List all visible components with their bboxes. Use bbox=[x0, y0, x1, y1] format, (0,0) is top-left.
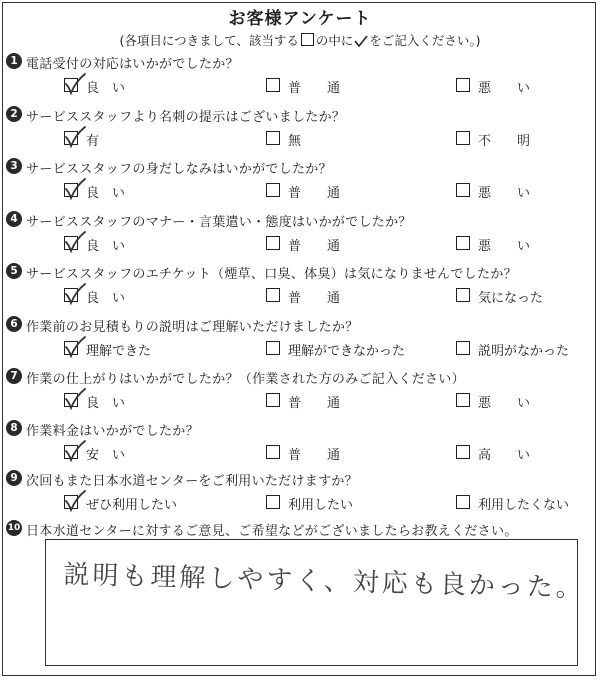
checkmark-icon bbox=[63, 126, 87, 148]
checkbox[interactable] bbox=[266, 131, 280, 145]
option-3[interactable] bbox=[456, 340, 586, 358]
option-label: 悪 い bbox=[478, 396, 531, 411]
option-3[interactable] bbox=[456, 494, 586, 512]
option-label: 気になった bbox=[478, 291, 544, 306]
checkbox[interactable] bbox=[456, 288, 470, 302]
checkbox[interactable] bbox=[64, 183, 78, 197]
option-1[interactable] bbox=[64, 130, 244, 148]
checkmark-icon bbox=[63, 231, 87, 253]
checkbox[interactable] bbox=[456, 236, 470, 250]
checkbox[interactable] bbox=[456, 183, 470, 197]
option-3[interactable] bbox=[456, 77, 586, 95]
checkbox[interactable] bbox=[64, 131, 78, 145]
checkbox[interactable] bbox=[266, 236, 280, 250]
option-label: 安 い bbox=[86, 448, 126, 463]
option-label: 悪 い bbox=[478, 186, 531, 201]
checkbox[interactable] bbox=[456, 495, 470, 509]
option-3[interactable] bbox=[456, 182, 586, 200]
checkbox[interactable] bbox=[64, 341, 78, 355]
question-number-badge: 6 bbox=[6, 316, 22, 332]
checkbox[interactable] bbox=[64, 236, 78, 250]
option-label: 理解ができなかった bbox=[288, 344, 406, 359]
option-1[interactable] bbox=[64, 340, 244, 358]
checkbox[interactable] bbox=[266, 495, 280, 509]
question-text: 作業の仕上がりはいかがでしたか？（作業された方のみご記入ください） bbox=[26, 372, 465, 387]
option-3[interactable] bbox=[456, 235, 586, 253]
checkmark-icon bbox=[63, 336, 87, 358]
question-text: 日本水道センターに対するご意見、ご希望などがございましたらお教えください。 bbox=[26, 524, 518, 539]
option-label: 良 い bbox=[86, 81, 126, 96]
question-number-badge: 1 bbox=[6, 53, 22, 69]
question-number-badge: 3 bbox=[6, 158, 22, 174]
checkbox[interactable] bbox=[266, 341, 280, 355]
checkbox[interactable] bbox=[64, 288, 78, 302]
option-label: 利用したくない bbox=[478, 498, 570, 513]
checkbox[interactable] bbox=[64, 445, 78, 459]
option-label: 不 明 bbox=[478, 134, 531, 149]
form-instructions bbox=[0, 31, 600, 49]
option-label: 利用したい bbox=[288, 498, 354, 513]
question-6 bbox=[0, 316, 600, 368]
checkmark-icon bbox=[63, 490, 87, 512]
option-2[interactable] bbox=[266, 130, 446, 148]
question-7 bbox=[0, 368, 600, 420]
handwritten-comment: 説明も理解しやすく、対応も良かった。 bbox=[63, 559, 586, 604]
instructions-part-1: (各項目につきまして、該当する bbox=[119, 33, 299, 48]
question-text: 電話受付の対応はいかがでしたか？ bbox=[26, 57, 239, 72]
question-text: サービススタッフのマナー・言葉遣い・態度はいかがでしたか？ bbox=[26, 215, 412, 230]
option-label: 普 通 bbox=[288, 186, 341, 201]
option-label: 説明がなかった bbox=[478, 344, 570, 359]
option-1[interactable] bbox=[64, 182, 244, 200]
option-3[interactable] bbox=[456, 392, 586, 410]
question-3 bbox=[0, 158, 600, 210]
option-label: 良 い bbox=[86, 291, 126, 306]
question-number-badge: 2 bbox=[6, 106, 22, 122]
checkbox[interactable] bbox=[64, 393, 78, 407]
form-title: お客様アンケート bbox=[228, 9, 372, 29]
option-label: 普 通 bbox=[288, 81, 341, 96]
checkbox[interactable] bbox=[456, 78, 470, 92]
checkbox[interactable] bbox=[266, 393, 280, 407]
question-5 bbox=[0, 263, 600, 315]
question-number-badge: 5 bbox=[6, 263, 22, 279]
question-8 bbox=[0, 420, 600, 472]
question-text: 次回もまた日本水道センターをご利用いただけますか？ bbox=[26, 474, 358, 489]
checkbox[interactable] bbox=[266, 183, 280, 197]
option-label: 無 bbox=[288, 134, 302, 149]
checkmark-icon bbox=[63, 283, 87, 305]
option-2[interactable] bbox=[266, 182, 446, 200]
question-number-badge: 4 bbox=[6, 211, 22, 227]
question-2 bbox=[0, 106, 600, 158]
checkbox[interactable] bbox=[456, 445, 470, 459]
question-text: サービススタッフより名刺の提示はございましたか？ bbox=[26, 110, 346, 125]
checkbox[interactable] bbox=[64, 78, 78, 92]
instructions-part-2: の中に bbox=[315, 33, 354, 48]
checkbox[interactable] bbox=[266, 288, 280, 302]
question-9 bbox=[0, 470, 600, 522]
option-label: 良 い bbox=[86, 396, 126, 411]
option-label: 悪 い bbox=[478, 239, 531, 254]
question-4 bbox=[0, 211, 600, 263]
option-2[interactable] bbox=[266, 287, 446, 305]
option-label: 有 bbox=[86, 134, 100, 149]
option-1[interactable] bbox=[64, 494, 244, 512]
checkbox[interactable] bbox=[266, 78, 280, 92]
option-label: 普 通 bbox=[288, 239, 341, 254]
option-label: 理解できた bbox=[86, 344, 152, 359]
option-3[interactable] bbox=[456, 444, 586, 462]
option-1[interactable] bbox=[64, 77, 244, 95]
checkbox[interactable] bbox=[456, 393, 470, 407]
checkbox[interactable] bbox=[456, 131, 470, 145]
option-2[interactable] bbox=[266, 235, 446, 253]
checkbox-sample-icon bbox=[301, 33, 314, 46]
question-text: 作業前のお見積もりの説明はご理解いただけましたか？ bbox=[26, 320, 359, 335]
question-text: 作業料金はいかがでしたか？ bbox=[26, 424, 199, 439]
option-label: 高 い bbox=[478, 448, 531, 463]
checkmark-icon bbox=[63, 440, 87, 462]
checkmark-icon bbox=[63, 388, 87, 410]
question-number-badge: 9 bbox=[6, 470, 22, 486]
option-1[interactable] bbox=[64, 235, 244, 253]
option-1[interactable] bbox=[64, 444, 244, 462]
option-label: 悪 い bbox=[478, 81, 531, 96]
comment-field[interactable] bbox=[45, 539, 586, 666]
question-number-badge: 10 bbox=[6, 520, 22, 536]
option-3[interactable] bbox=[456, 287, 586, 305]
option-2[interactable] bbox=[266, 444, 446, 462]
question-1 bbox=[0, 53, 600, 105]
checkbox[interactable] bbox=[64, 495, 78, 509]
option-2[interactable] bbox=[266, 392, 446, 410]
option-label: 普 通 bbox=[288, 396, 341, 411]
question-text: サービススタッフのエチケット（煙草、口臭、体臭）は気になりませんでしたか？ bbox=[26, 267, 517, 282]
checkmark-icon bbox=[63, 178, 87, 200]
option-label: 良 い bbox=[86, 186, 126, 201]
option-3[interactable] bbox=[456, 130, 586, 148]
checkbox[interactable] bbox=[266, 445, 280, 459]
checkmark-icon bbox=[63, 73, 87, 95]
option-1[interactable] bbox=[64, 392, 244, 410]
option-label: ぜひ利用したい bbox=[86, 498, 178, 513]
question-number-badge: 7 bbox=[6, 368, 22, 384]
checkmark-sample-icon bbox=[354, 35, 368, 47]
option-2[interactable] bbox=[266, 340, 446, 358]
option-2[interactable] bbox=[266, 77, 446, 95]
option-label: 普 通 bbox=[288, 291, 341, 306]
question-text: サービススタッフの身だしなみはいかがでしたか？ bbox=[26, 162, 332, 177]
option-label: 良 い bbox=[86, 239, 126, 254]
question-number-badge: 8 bbox=[6, 420, 22, 436]
option-1[interactable] bbox=[64, 287, 244, 305]
checkbox[interactable] bbox=[456, 341, 470, 355]
option-label: 普 通 bbox=[288, 448, 341, 463]
option-2[interactable] bbox=[266, 494, 446, 512]
instructions-part-3: をご記入ください。) bbox=[369, 33, 481, 48]
